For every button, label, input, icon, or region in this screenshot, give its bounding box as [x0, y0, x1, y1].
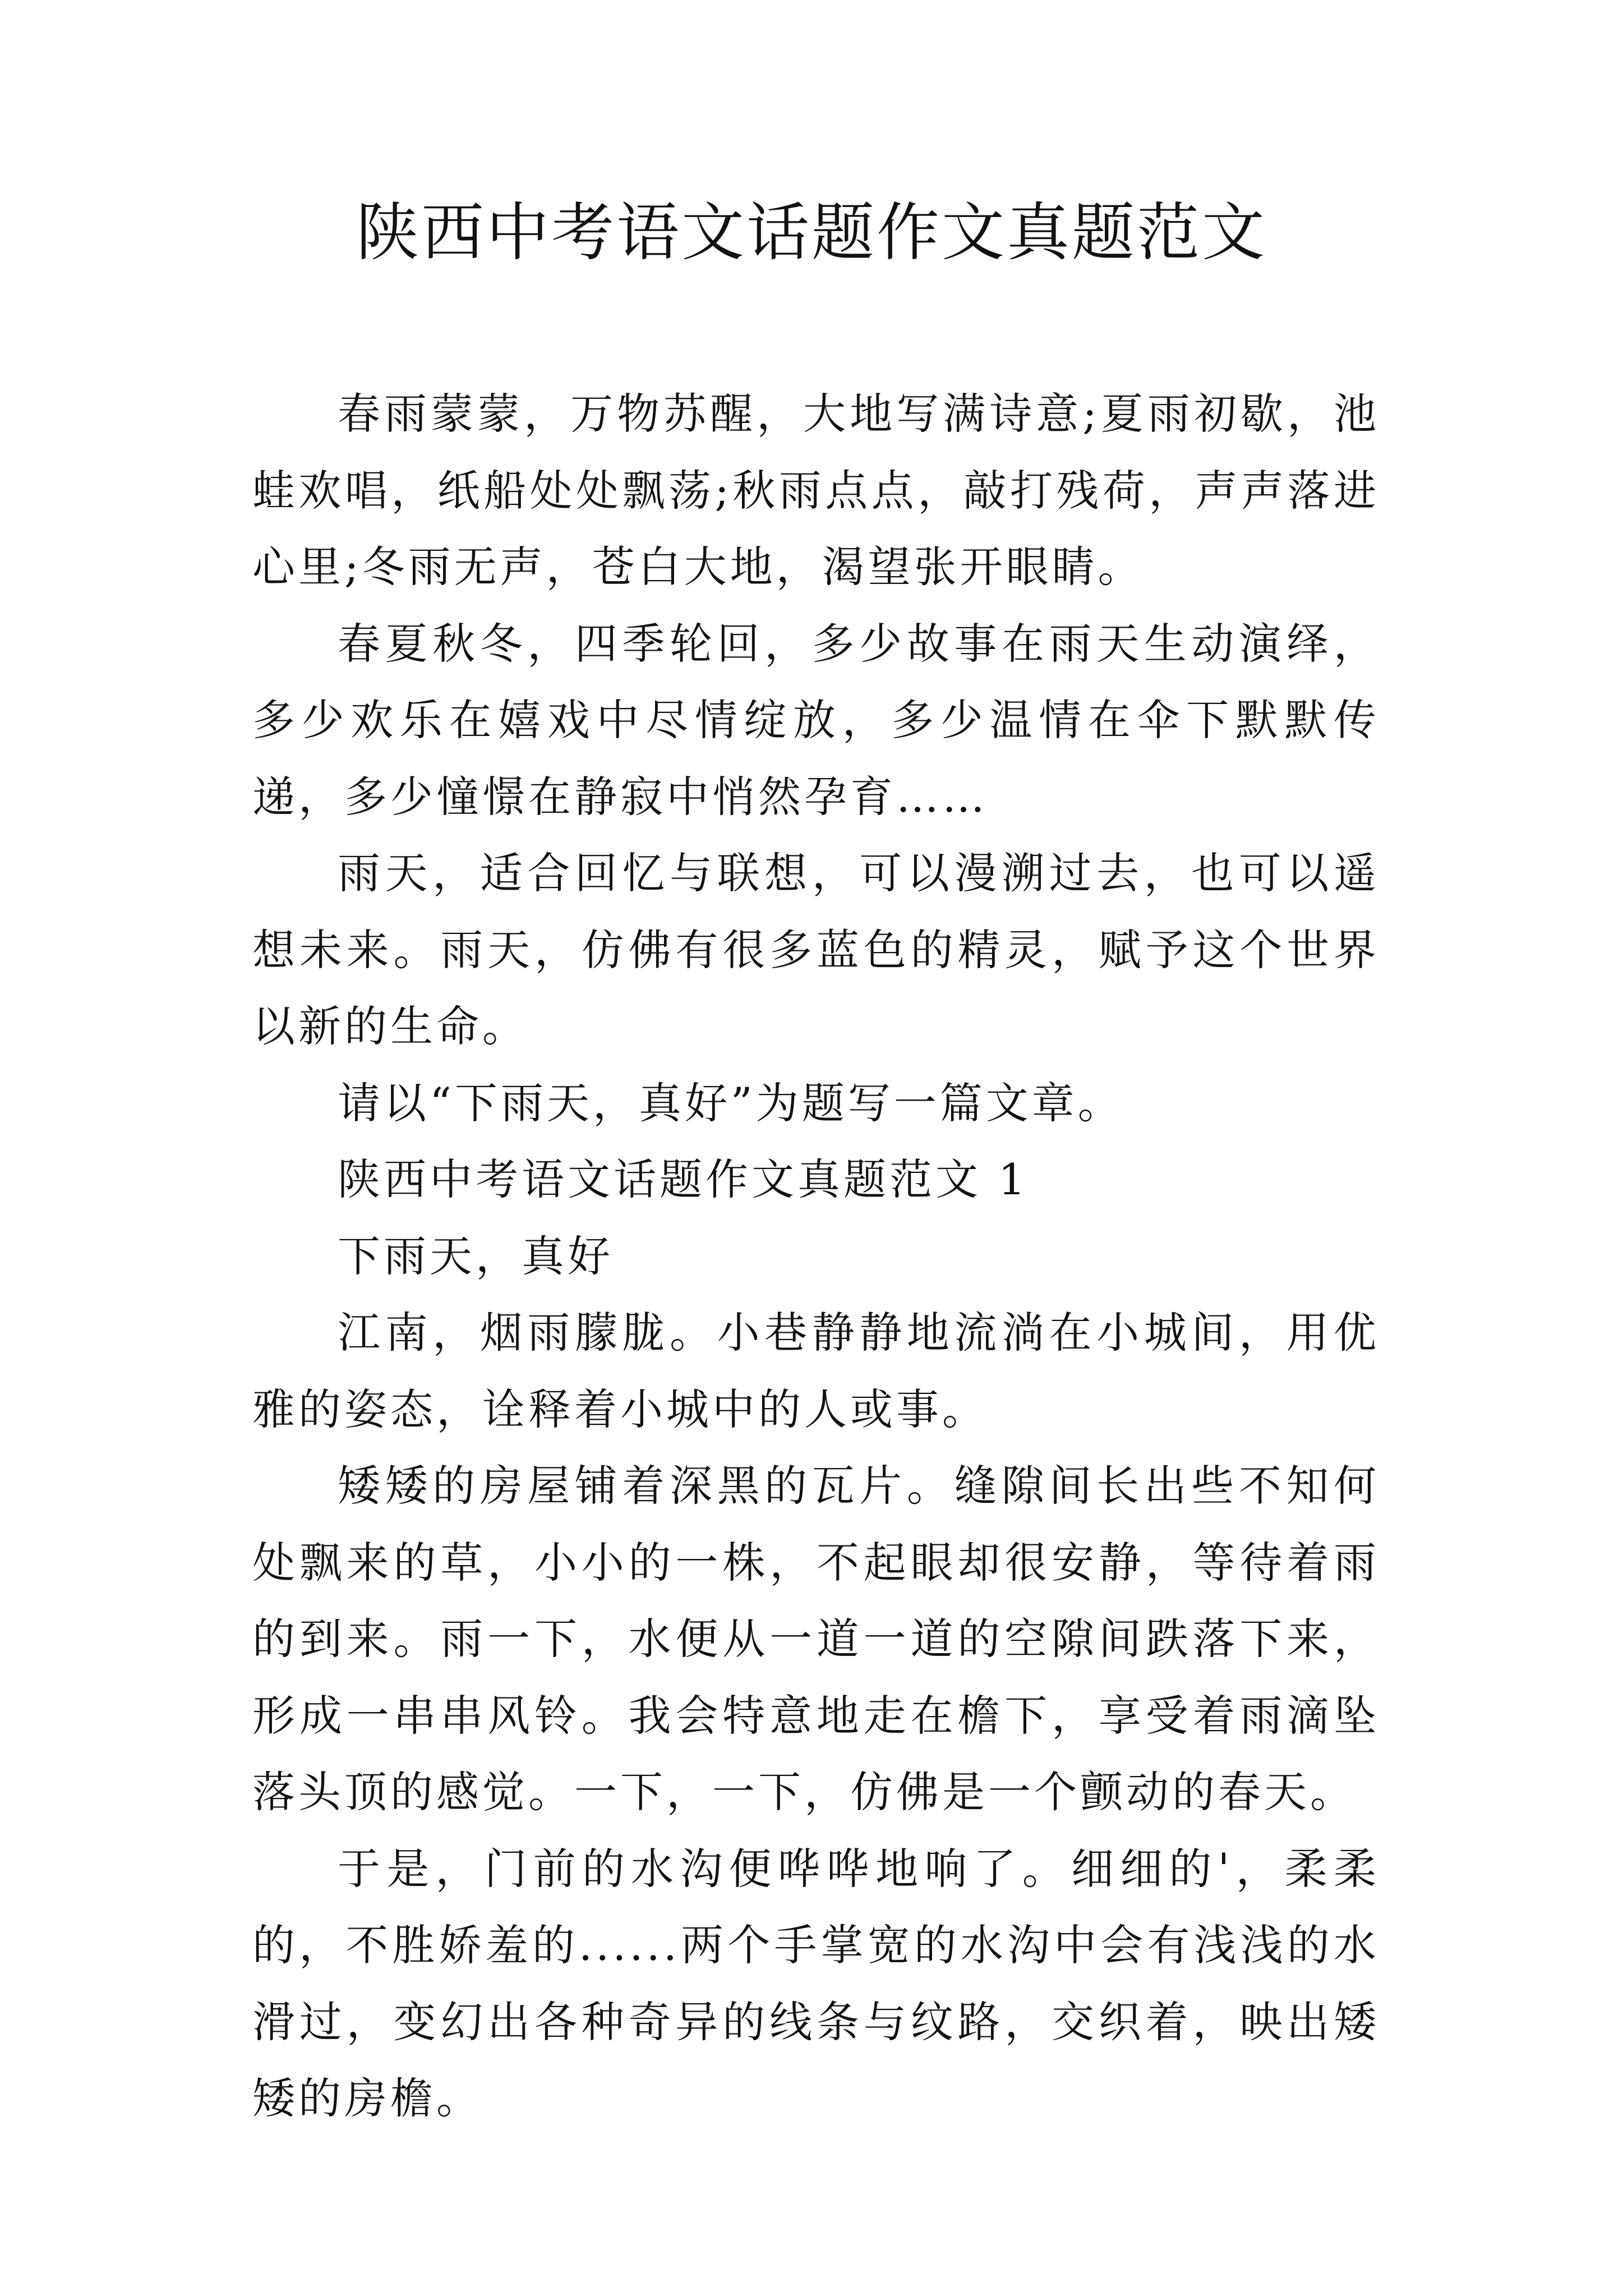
section-heading: 陕西中考语文话题作文真题范文 1	[338, 1154, 1029, 1204]
paragraph: 矮矮的房屋铺着深黑的瓦片。缝隙间长出些不知何处飘来的草，小小的一株，不起眼却很安静，等待着雨的到来。雨一下，水便从一道一道的空隙间跌落下来，形成一串串风铃。我会特意地走在檐下，享受着雨滴坠落头顶的感觉。一下，一下，仿佛是一个颤动的春天。	[252, 1461, 1380, 1817]
paragraph: 春夏秋冬，四季轮回，多少故事在雨天生动演绎，多少欢乐在嬉戏中尽情绽放，多少温情在伞下默默传递，多少憧憬在静寂中悄然孕育……	[252, 618, 1380, 822]
document-body	[252, 376, 1380, 2137]
paragraph: 江南，烟雨朦胧。小巷静静地流淌在小城间，用优雅的姿态，诠释着小城中的人或事。	[252, 1308, 1380, 1434]
paragraph: 请以“下雨天，真好”为题写一篇文章。	[338, 1078, 1124, 1128]
paragraph: 雨天，适合回忆与联想，可以漫溯过去，也可以遥想未来。雨天，仿佛有很多蓝色的精灵，赋予这个世界以新的生命。	[252, 848, 1380, 1051]
paragraph: 春雨蒙蒙，万物苏醒，大地写满诗意;夏雨初歇，池蛙欢唱，纸船处处飘荡;秋雨点点，敲打残荷，声声落进心里;冬雨无声，苍白大地，渴望张开眼睛。	[252, 389, 1380, 592]
paragraph: 于是，门前的水沟便哗哗地响了。细细的'，柔柔的，不胜娇羞的......两个手掌宽的水沟中会有浅浅的水滑过，变幻出各种奇异的线条与纹路，交织着，映出矮矮的房檐。	[252, 1843, 1380, 2123]
document-title: 陕西中考语文话题作文真题范文	[356, 196, 1267, 269]
essay-title: 下雨天，真好	[338, 1231, 614, 1281]
